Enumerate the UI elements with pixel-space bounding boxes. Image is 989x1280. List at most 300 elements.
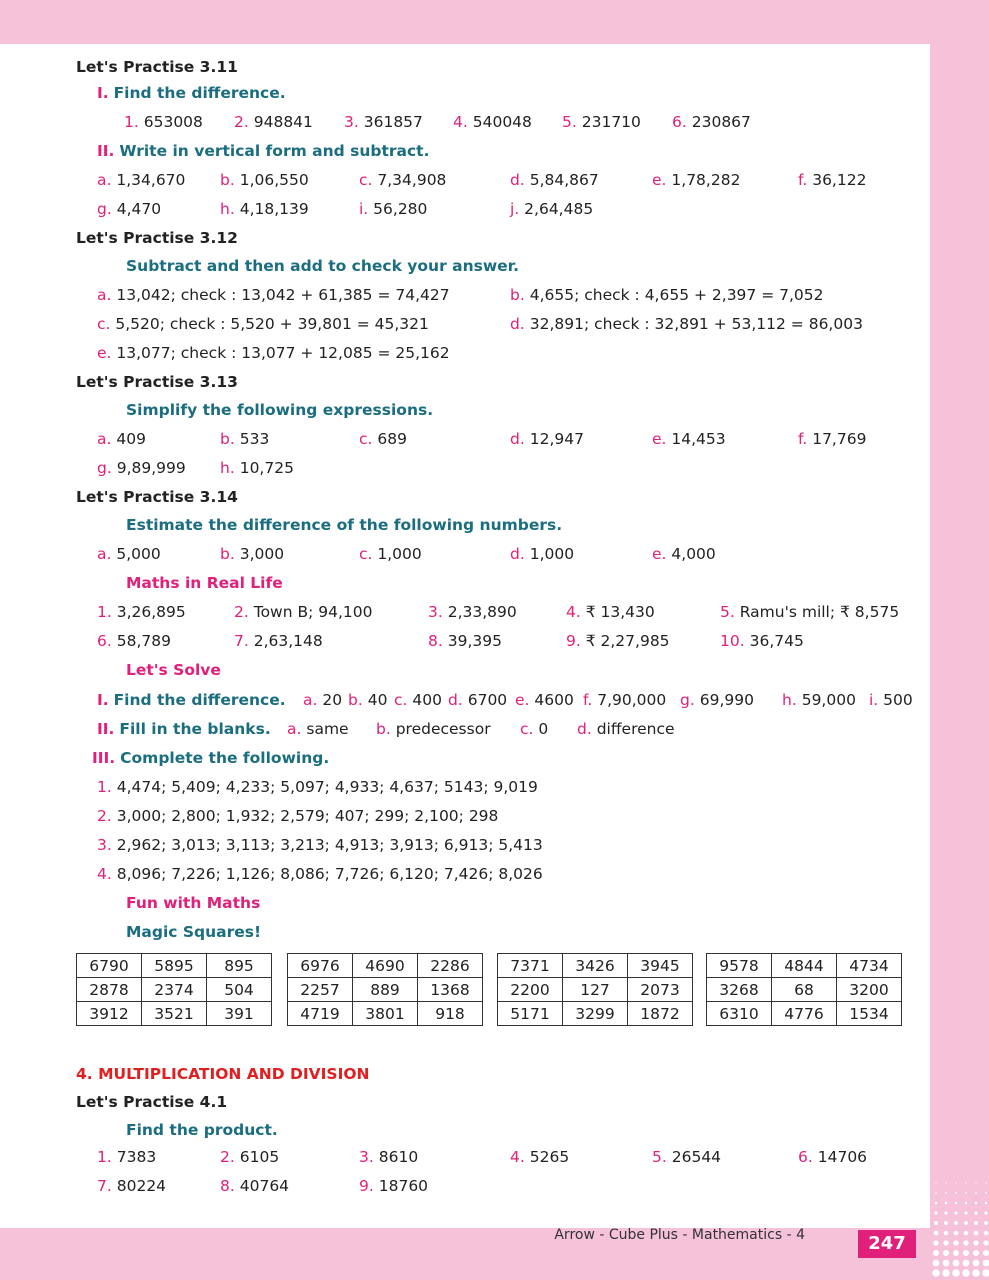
item-number: 4. [97, 865, 112, 883]
item-value: 500 [883, 691, 913, 709]
item-value: 4,655; check : 4,655 + 2,397 = 7,052 [529, 286, 824, 304]
dot [973, 1260, 980, 1267]
item-number: 2. [234, 113, 249, 131]
magic-square-cell: 5171 [498, 1002, 563, 1026]
numbered-heading [97, 719, 271, 739]
numbered-heading [97, 83, 286, 103]
dot [952, 1269, 959, 1276]
answer-item [652, 170, 740, 190]
answer-item [234, 112, 313, 132]
answer-item [510, 314, 863, 334]
dot [934, 1221, 938, 1225]
item-value: 7383 [116, 1148, 157, 1166]
item-value: 40764 [239, 1177, 290, 1195]
answer-item [97, 285, 450, 305]
item-number: e. [97, 344, 112, 362]
item-value: predecessor [395, 720, 491, 738]
magic-square-cell: 4719 [288, 1002, 353, 1026]
magic-square-row [288, 954, 483, 978]
magic-square-cell: 4776 [772, 1002, 837, 1026]
magic-square-cell: 127 [563, 978, 628, 1002]
item-number: h. [782, 691, 797, 709]
magic-square-cell: 3521 [142, 1002, 207, 1026]
item-number: e. [515, 691, 530, 709]
item-value: 1,000 [529, 545, 575, 563]
item-value: 2,33,890 [447, 603, 517, 621]
answer-item [359, 199, 427, 219]
answer-item [577, 719, 675, 739]
answer-item [220, 170, 309, 190]
answer-item [220, 544, 284, 564]
page-number: 247 [858, 1230, 916, 1258]
item-value: 14706 [817, 1148, 868, 1166]
answer-item [124, 112, 203, 132]
item-value: 20 [322, 691, 343, 709]
item-number: 4. [566, 603, 581, 621]
item-number: 1. [97, 778, 112, 796]
magic-square-row [77, 978, 272, 1002]
answer-item [348, 690, 387, 710]
dot [963, 1250, 969, 1256]
answer-item [97, 314, 429, 334]
answer-item [798, 429, 866, 449]
item-number: 6. [672, 113, 687, 131]
dot [984, 1231, 989, 1236]
numbered-heading [92, 748, 329, 768]
item-number: h. [220, 459, 235, 477]
item-value: 689 [377, 430, 407, 448]
answer-item [359, 429, 407, 449]
item-value: 32,891; check : 32,891 + 53,112 = 86,003 [529, 315, 863, 333]
heading-number: II. [97, 720, 115, 738]
dot [985, 1182, 986, 1183]
item-value: Town B; 94,100 [253, 603, 373, 621]
item-value: same [306, 720, 349, 738]
item-value: difference [596, 720, 675, 738]
answer-item [220, 1147, 279, 1167]
item-number: 1. [124, 113, 139, 131]
item-value: 230867 [691, 113, 751, 131]
item-value: 361857 [363, 113, 423, 131]
answer-item [359, 170, 446, 190]
answer-item [428, 631, 502, 651]
magic-square-cell: 1534 [837, 1002, 902, 1026]
magic-square-cell: 3426 [563, 954, 628, 978]
dot [954, 1211, 957, 1214]
magic-square-row [707, 954, 902, 978]
magic-square-cell: 889 [353, 978, 418, 1002]
magic-square [497, 953, 693, 1026]
heading-number: II. [97, 142, 115, 160]
item-value: 56,280 [373, 200, 428, 218]
answer-item [97, 631, 171, 651]
magic-square-cell: 2286 [418, 954, 483, 978]
heading-text: Fill in the blanks. [119, 720, 271, 738]
dot [964, 1211, 967, 1214]
answer-item [720, 602, 899, 622]
item-value: 8,096; 7,226; 1,126; 8,086; 7,726; 6,120; 7,426; 8,026 [116, 865, 543, 883]
item-number: b. [220, 171, 235, 189]
dot [985, 1192, 987, 1194]
dot [942, 1269, 949, 1276]
magic-square-cell: 4734 [837, 954, 902, 978]
item-value: 39,395 [447, 632, 502, 650]
item-number: f. [798, 430, 808, 448]
item-value: 2,962; 3,013; 3,113; 3,213; 4,913; 3,913; 6,913; 5,413 [116, 836, 543, 854]
section-title: Let's Solve [126, 661, 221, 679]
instruction: Subtract and then add to check your answer. [126, 257, 520, 275]
item-value: 80224 [116, 1177, 167, 1195]
item-number: b. [220, 430, 235, 448]
dot [932, 1269, 939, 1276]
magic-square-cell: 2200 [498, 978, 563, 1002]
item-number: d. [448, 691, 463, 709]
item-number: 4. [453, 113, 468, 131]
magic-square-cell: 9578 [707, 954, 772, 978]
section-title: Let's Practise 4.1 [76, 1093, 228, 1111]
item-value: ₹ 13,430 [585, 603, 655, 621]
item-number: 8. [428, 632, 443, 650]
dot [962, 1269, 969, 1276]
heading-text: Complete the following. [120, 749, 330, 767]
item-number: 4. [510, 1148, 525, 1166]
answer-item [510, 170, 599, 190]
magic-square-row [498, 1002, 693, 1026]
answer-item [652, 1147, 721, 1167]
item-value: 4,474; 5,409; 4,233; 5,097; 4,933; 4,637; 5143; 9,019 [116, 778, 538, 796]
answer-item [359, 544, 422, 564]
answer-item [376, 719, 491, 739]
answer-item [448, 690, 507, 710]
item-number: d. [510, 430, 525, 448]
dot [943, 1260, 950, 1267]
item-value: 13,042; check : 13,042 + 61,385 = 74,427 [116, 286, 450, 304]
item-number: h. [220, 200, 235, 218]
answer-item [798, 1147, 867, 1167]
item-number: b. [220, 545, 235, 563]
dot [973, 1250, 979, 1256]
magic-square-row [288, 978, 483, 1002]
answer-item [510, 544, 574, 564]
item-number: b. [348, 691, 363, 709]
dot [934, 1231, 939, 1236]
magic-square [706, 953, 902, 1026]
dot [944, 1231, 949, 1236]
answer-item [97, 602, 186, 622]
item-number: c. [394, 691, 408, 709]
dot [945, 1182, 946, 1183]
item-number: 1. [97, 603, 112, 621]
section-title: Fun with Maths [126, 894, 261, 912]
dot [935, 1182, 936, 1183]
answer-item [510, 285, 824, 305]
item-number: 9. [566, 632, 581, 650]
item-value: 1,34,670 [116, 171, 186, 189]
item-value: 409 [116, 430, 146, 448]
item-value: 59,000 [801, 691, 856, 709]
instruction: Find the product. [126, 1121, 278, 1139]
magic-square-row [77, 954, 272, 978]
magic-square-cell: 2257 [288, 978, 353, 1002]
item-value: 653008 [143, 113, 203, 131]
magic-square-row [707, 978, 902, 1002]
answer-item [97, 458, 186, 478]
dot [944, 1221, 948, 1225]
dot [963, 1260, 970, 1267]
answer-item [97, 806, 498, 826]
answer-item [510, 429, 584, 449]
item-value: 36,745 [749, 632, 804, 650]
answer-item [720, 631, 804, 651]
answer-item [428, 602, 517, 622]
item-value: 36,122 [812, 171, 867, 189]
magic-square-cell: 2878 [77, 978, 142, 1002]
answer-item [234, 602, 373, 622]
magic-square-cell: 6976 [288, 954, 353, 978]
dot [954, 1221, 958, 1225]
answer-item [359, 1147, 418, 1167]
item-number: 2. [234, 603, 249, 621]
item-number: 5. [562, 113, 577, 131]
item-value: 3,000 [239, 545, 285, 563]
magic-square-cell: 391 [207, 1002, 272, 1026]
magic-square-cell: 3268 [707, 978, 772, 1002]
dot [975, 1192, 977, 1194]
item-number: d. [577, 720, 592, 738]
magic-square [76, 953, 272, 1026]
answer-item [566, 602, 655, 622]
item-value: 948841 [253, 113, 313, 131]
magic-square-cell: 6310 [707, 1002, 772, 1026]
item-number: 1. [97, 1148, 112, 1166]
answer-item [394, 690, 442, 710]
item-number: g. [97, 200, 112, 218]
item-value: 18760 [378, 1177, 429, 1195]
item-number: a. [97, 171, 112, 189]
magic-square-row [707, 1002, 902, 1026]
item-number: a. [287, 720, 302, 738]
instruction: Simplify the following expressions. [126, 401, 434, 419]
magic-square-cell: 895 [207, 954, 272, 978]
item-value: 540048 [472, 113, 532, 131]
item-value: 3,26,895 [116, 603, 186, 621]
item-number: 6. [798, 1148, 813, 1166]
item-number: 5. [652, 1148, 667, 1166]
dot [973, 1240, 978, 1245]
magic-square-cell: 6790 [77, 954, 142, 978]
answer-item [510, 199, 593, 219]
instruction: Estimate the difference of the following numbers. [126, 516, 563, 534]
answer-item [97, 429, 146, 449]
item-number: j. [510, 200, 520, 218]
section-title: Let's Practise 3.11 [76, 58, 238, 76]
dot [985, 1202, 987, 1204]
item-value: 1,000 [377, 545, 422, 563]
item-value: 13,077; check : 13,077 + 12,085 = 25,162 [116, 344, 450, 362]
item-value: Ramu's mill; ₹ 8,575 [739, 603, 900, 621]
item-value: 5265 [529, 1148, 570, 1166]
subtitle: Magic Squares! [126, 923, 262, 941]
magic-square-row [498, 978, 693, 1002]
answer-item [97, 835, 543, 855]
magic-square-cell: 2374 [142, 978, 207, 1002]
magic-square-cell: 918 [418, 1002, 483, 1026]
answer-item [287, 719, 349, 739]
answer-item [234, 631, 323, 651]
answer-item [510, 1147, 569, 1167]
dot [955, 1182, 956, 1183]
dot [945, 1202, 947, 1204]
item-number: 7. [234, 632, 249, 650]
item-value: 400 [412, 691, 442, 709]
dot [983, 1260, 989, 1267]
section-title: Let's Practise 3.13 [76, 373, 238, 391]
magic-square-row [498, 954, 693, 978]
dot [983, 1250, 989, 1256]
answer-item [359, 1176, 428, 1196]
item-value: 5,520; check : 5,520 + 39,801 = 45,321 [115, 315, 429, 333]
dot [955, 1202, 957, 1204]
magic-square-row [77, 1002, 272, 1026]
answer-item [97, 343, 450, 363]
magic-square-cell: 504 [207, 978, 272, 1002]
item-value: 2,64,485 [524, 200, 594, 218]
item-value: 9,89,999 [116, 459, 186, 477]
answer-item [798, 170, 866, 190]
dot [943, 1240, 948, 1245]
item-value: 4,470 [116, 200, 162, 218]
dot [975, 1182, 976, 1183]
item-number: c. [359, 430, 373, 448]
item-value: 5,000 [116, 545, 161, 563]
dot [953, 1240, 958, 1245]
answer-item [515, 690, 574, 710]
answer-item [97, 864, 543, 884]
section-title: Let's Practise 3.12 [76, 229, 238, 247]
magic-square-cell: 68 [772, 978, 837, 1002]
answer-item [453, 112, 532, 132]
dot [933, 1240, 938, 1245]
dot [983, 1240, 988, 1245]
magic-square-cell: 3200 [837, 978, 902, 1002]
item-value: 5,84,867 [529, 171, 599, 189]
item-value: 17,769 [812, 430, 867, 448]
item-value: 58,789 [116, 632, 171, 650]
answer-item [220, 1176, 289, 1196]
dot [984, 1221, 988, 1225]
dot [974, 1231, 979, 1236]
item-value: 4,000 [671, 545, 716, 563]
item-number: d. [510, 545, 525, 563]
item-number: b. [376, 720, 391, 738]
item-number: 2. [97, 807, 112, 825]
dot [934, 1211, 937, 1214]
heading-text: Find the difference. [113, 84, 286, 102]
magic-square-cell: 5895 [142, 954, 207, 978]
item-number: e. [652, 430, 667, 448]
answer-item [303, 690, 342, 710]
item-value: 4,18,139 [239, 200, 309, 218]
answer-item [652, 544, 716, 564]
item-number: c. [359, 545, 373, 563]
item-number: b. [510, 286, 525, 304]
dot [944, 1211, 947, 1214]
decorative-dots [930, 1175, 989, 1280]
magic-square-cell: 2073 [628, 978, 693, 1002]
item-number: 8. [220, 1177, 235, 1195]
answer-item [672, 112, 751, 132]
item-value: 3,000; 2,800; 1,932; 2,579; 407; 299; 2,100; 298 [116, 807, 499, 825]
dot [964, 1221, 968, 1225]
answer-item [869, 690, 913, 710]
dot [974, 1211, 977, 1214]
answer-item [97, 1147, 156, 1167]
answer-item [652, 429, 726, 449]
item-number: c. [520, 720, 534, 738]
magic-square-cell: 3945 [628, 954, 693, 978]
item-number: c. [359, 171, 373, 189]
magic-square-cell: 1368 [418, 978, 483, 1002]
item-value: 1,06,550 [239, 171, 309, 189]
dot [982, 1269, 989, 1276]
item-number: 3. [97, 836, 112, 854]
answer-item [782, 690, 856, 710]
item-number: 10. [720, 632, 745, 650]
heading-number: I. [97, 691, 109, 709]
item-number: a. [303, 691, 318, 709]
item-value: 10,725 [239, 459, 294, 477]
dot [933, 1250, 939, 1256]
answer-item [220, 429, 269, 449]
answer-item [583, 690, 666, 710]
item-number: f. [798, 171, 808, 189]
item-value: 69,990 [699, 691, 754, 709]
dot [965, 1202, 967, 1204]
dot [935, 1202, 937, 1204]
magic-square-cell: 3801 [353, 1002, 418, 1026]
dot [963, 1240, 968, 1245]
item-value: 6700 [467, 691, 508, 709]
answer-item [97, 170, 185, 190]
item-value: 533 [239, 430, 270, 448]
answer-item [566, 631, 670, 651]
magic-square-cell: 4690 [353, 954, 418, 978]
dot [965, 1182, 966, 1183]
item-value: 7,90,000 [597, 691, 667, 709]
dot [984, 1211, 987, 1214]
answer-item [344, 112, 423, 132]
item-number: 6. [97, 632, 112, 650]
dot [964, 1231, 969, 1236]
item-number: c. [97, 315, 111, 333]
item-value: 0 [538, 720, 549, 738]
heading-text: Write in vertical form and subtract. [119, 142, 430, 160]
dot [933, 1260, 940, 1267]
section-title: Maths in Real Life [126, 574, 283, 592]
item-number: d. [510, 171, 525, 189]
dot [974, 1221, 978, 1225]
magic-square-cell: 3912 [77, 1002, 142, 1026]
item-number: 3. [344, 113, 359, 131]
dot [975, 1202, 977, 1204]
answer-item [562, 112, 641, 132]
answer-item [97, 1176, 166, 1196]
dot [972, 1269, 979, 1276]
item-value: 1,78,282 [671, 171, 741, 189]
item-value: 12,947 [529, 430, 584, 448]
answer-item [97, 199, 161, 219]
magic-square-row [288, 1002, 483, 1026]
